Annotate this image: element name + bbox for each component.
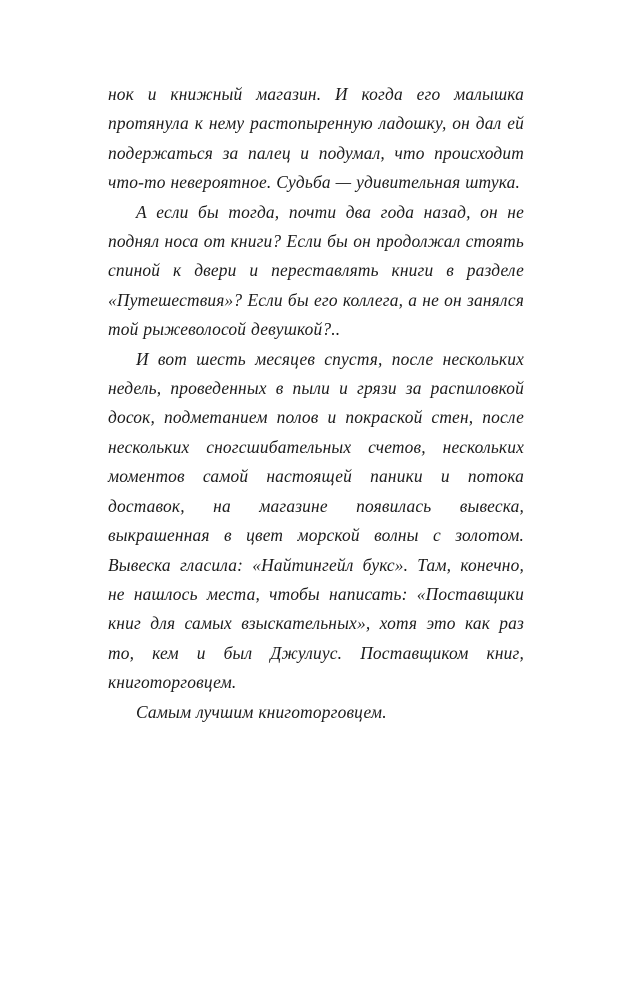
text-column [108, 80, 524, 727]
paragraph: И вот шесть месяцев спустя, после нескольких недель, проведенных в пыли и грязи за распиловкой досок, подметанием полов и покраской стен, после нескольких сногсшибательных счетов, нескольких моментов самой настоящей паники и потока доставок, на магазине появилась вывеска, выкрашенная в цвет морской волны с золотом. Вывеска гласила: «Найтингейл букс». Там, конечно, не нашлось места, чтобы написать: «Поставщики книг для самых взыскательных», хотя это как раз то, кем и был Джулиус. Поставщиком книг, книготорговцем. [108, 348, 524, 693]
paragraph: нок и книжный магазин. И когда его малышка протянула к нему растопыренную ладошку, он дал ей подержаться за палец и подумал, что происходит что-то невероятное. Судьба — удивительная штука. [108, 84, 524, 193]
paragraph: А если бы тогда, почти два года назад, он не поднял носа от книги? Если бы он продолжал стоять спиной к двери и переставлять книги в разделе «Путешествия»? Если бы его коллега, а не он занялся той рыжеволосой девушкой?.. [108, 201, 524, 340]
paragraph: Самым лучшим книготорговцем. [136, 701, 387, 722]
